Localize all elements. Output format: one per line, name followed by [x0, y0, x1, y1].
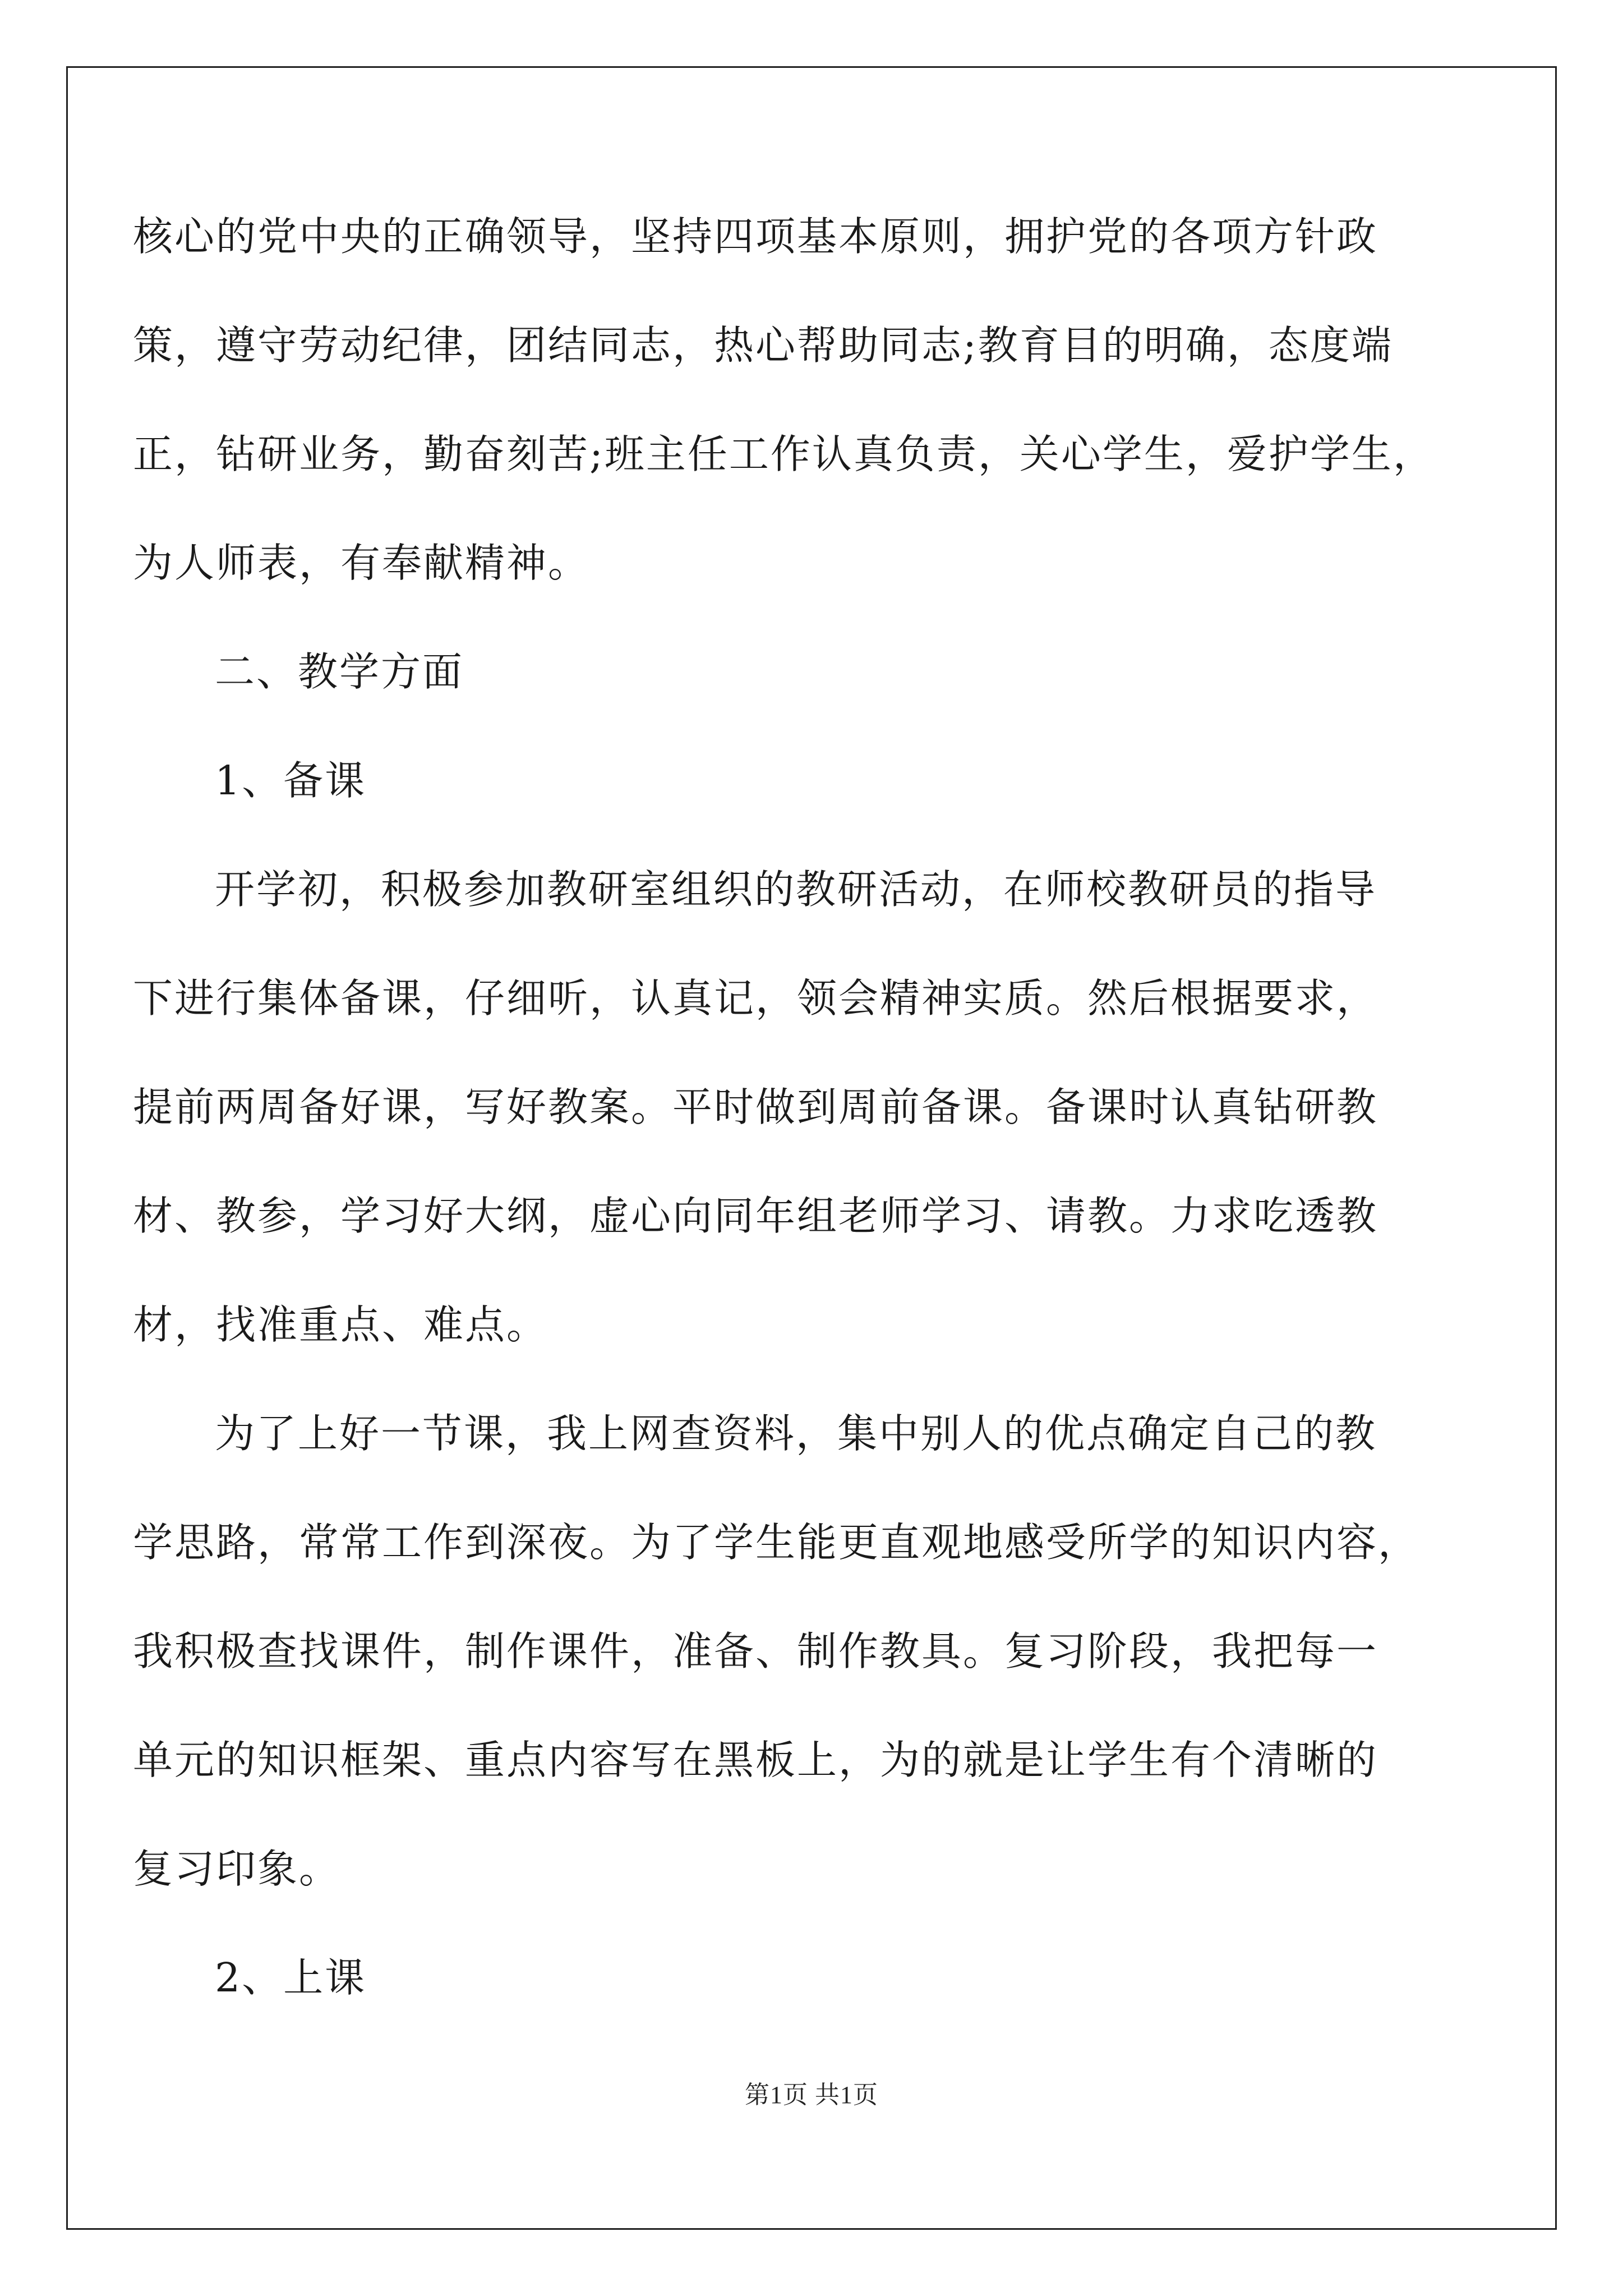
page-number-footer: 第1页 共1页: [745, 2081, 878, 2109]
body-line: 提前两周备好课，写好教案。平时做到周前备课。备课时认真钻研教: [133, 1084, 1378, 1130]
body-line: 为人师表，有奉献精神。: [133, 540, 590, 586]
subsection-heading: 2、上课: [215, 1954, 367, 2001]
body-line: 策，遵守劳动纪律，团结同志，热心帮助同志;教育目的明确，态度端: [133, 322, 1393, 369]
body-line: 为了上好一节课，我上网查资料，集中别人的优点确定自己的教: [215, 1410, 1377, 1457]
section-heading: 二、教学方面: [215, 648, 464, 695]
body-line: 学思路，常常工作到深夜。为了学生能更直观地感受所学的知识内容，: [133, 1519, 1420, 1566]
page-border: [66, 66, 1557, 2230]
body-line: 复习印象。: [133, 1846, 341, 1892]
body-line: 单元的知识框架、重点内容写在黑板上，为的就是让学生有个清晰的: [133, 1737, 1378, 1783]
subsection-heading: 1、备课: [215, 757, 367, 804]
body-line: 下进行集体备课，仔细听，认真记，领会精神实质。然后根据要求，: [133, 975, 1378, 1022]
body-line: 我积极查找课件，制作课件，准备、制作教具。复习阶段，我把每一: [133, 1628, 1378, 1674]
body-line: 材、教参，学习好大纲，虚心向同年组老师学习、请教。力求吃透教: [133, 1193, 1378, 1239]
body-line: 正，钻研业务，勤奋刻苦;班主任工作认真负责，关心学生，爱护学生，: [133, 431, 1435, 477]
body-line: 核心的党中央的正确领导，坚持四项基本原则，拥护党的各项方针政: [133, 213, 1378, 260]
body-line: 开学初，积极参加教研室组织的教研活动，在师校教研员的指导: [215, 866, 1377, 913]
body-line: 材，找准重点、难点。: [133, 1301, 548, 1348]
